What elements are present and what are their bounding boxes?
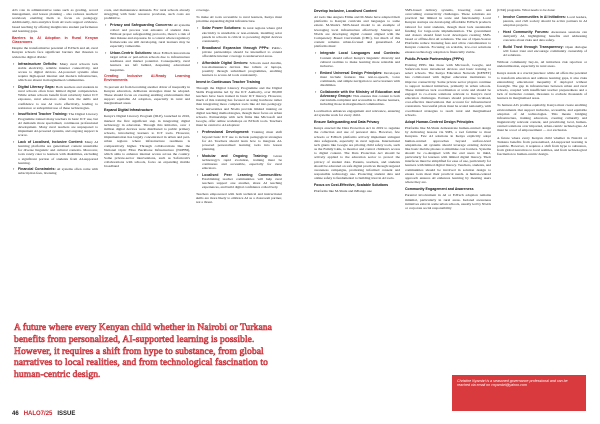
paragraph: Platforms like M-Shule demonstrate human-centred design by delivering lessons via SMS, a tool familiar to most Kenyans. Few AI solutions in Kenya explicitly adopt human-centred approaches beyond surface-level adaptations. AI systems should leverage existing devices like basic mobile phones to minimise cost barriers. Systems should be co-designed with the end users in mind, particularly for learners with limited digital literacy. Their interfaces must be simplified for ease of use, particularly for learners with limited digital literacy. Teachers, students, and communities should be involved in solution design to ensure tools meet their practical needs. A human-centred approach ensures AI enhances learning by meeting users where they are.	[405, 126, 491, 185]
list-item: • Affordable Digital Devices: Schools need durable, low-maintenance devices like tablets or laptops, possibly through subsidised programmes, enabling learners to access AI tools consistently.	[196, 61, 282, 78]
list-item: • Financial Constraints: AI systems often come with subscription fees, licensing	[12, 167, 98, 175]
paragraph: To make AI tools accessible to rural learners, Kenya must prioritise expanding digital infrastructure.	[196, 15, 282, 24]
column-4	[314, 8, 400, 408]
subheading: Invest in Continuous Teacher Training	[196, 79, 261, 84]
column-5	[405, 8, 491, 408]
author-box: Christine Nyambri is a seasoned governance professional and can be reached via email on cnyambri@yahoo.com	[452, 375, 586, 411]
paragraph: AI tools like Angaza Elimu and M-Shule have adapted their platforms to Kenyan curricula and languages to some extent. M-Shule's SMS-based model is an example of leveraging local infrastructure effectively. Startups and NGOs are developing digital content aligned with the Competency Based Curriculum (CBC), but much of this content remains urban-focused and generalised. AI platforms must:	[314, 15, 400, 49]
subheading: Develop Inclusive, Localised Content	[314, 9, 377, 13]
training-list	[196, 130, 282, 189]
paragraph: To prevent AI from becoming another driver of inequality in Kenyan education, deliberate strategies must be adopted. These should focus on creating enabling environments that support equitable AI adoption, especially in rural and marginalised areas.	[104, 84, 190, 106]
list-item: • Embed Universal Design Principles: Developers must include features like text-to-speech, voice commands, and simple navigation to serve learners with disabilities.	[314, 71, 400, 88]
page-number: 46	[12, 411, 19, 417]
list-item: • Insufficient Teacher Training: The Digital Literacy Programme trained many teachers in basic ICT use, but AI demands more specialised, continuous professional development. Many rural teachers are unprepared to implement AI-powered systems, and ongoing support is scarce.	[12, 112, 98, 137]
paragraph: costs, and maintenance demands. For rural schools already struggling with basic resource provision, such costs are prohibitive.	[104, 8, 190, 21]
paragraph: AI's role in administrative tasks such as grading, record management, and lesson planning - also reduces teachers' workload, enabling them to focus on pedagogy. Additionally, data analytics from AI tools support evidence-based teaching by offering insights into student performance and learning gaps.	[12, 8, 98, 33]
paragraph: Existing PPPs like those with Microsoft, Google, and Safaricom have introduced devices and basic training to select schools. The Kenya Education Network (KENET) has collaborated with higher education institutions to improve connectivity. Some private sector players continue to support isolated initiatives, primarily in urban schools. These initiatives lack coordination at scale and should be engaged to co-create solutions relevant to Kenya's rural education challenges. Partners should prioritise localised, cost-effective interventions that account for infrastructural constraints. Successful pilots must be scaled nationally, with coordinated strategies to reach rural and marginalised schools.	[405, 62, 491, 117]
subheading: Focus on Cost-Effective, Scalable Solutions	[314, 183, 389, 188]
column-3	[196, 8, 282, 318]
list-item: • Urban-Centric Solutions: Most EdTech innovations target urban or peri-urban schools due to infrastructure readiness and market potential. Consequently, rural learners are left behind, deepening educational inequities.	[104, 51, 190, 72]
paragraph: Localisation enhances engagement and relevance, ensuring AI systems work for every child.	[314, 108, 400, 117]
paragraph: Through the Digital Literacy Programme and the Digital Skills Programme led by the ICT Authority, over 80,000 teachers have been trained in basic ICT literacy. However, much of this training has focused on using hardware rather than integrating more complex tools like AI into pedagogy. Some universities and NGOs provide limited training on digital teaching methodologies, though most focus on urban schools. Partnerships with tech firms like Microsoft and Google, offer online workshops on EdTech tools. Teachers must be central to AI adoption:	[196, 85, 282, 128]
list-item: • Broadband Expansion through PPPs: Public-private partnerships should be intensified to extend affordable internet coverage to underserved areas.	[196, 46, 282, 58]
barrier-list-cont	[104, 23, 190, 71]
section-heading: Barriers to AI Adoption in Rural Kenyan Classrooms	[12, 35, 98, 45]
list-item: • Build Trust through Transparency: Open dialogue will foster trust and encourage community ownership of AI solutions.	[497, 45, 587, 57]
subheading: Community Engagement and Awareness	[405, 187, 474, 192]
list-item: • Modular and Ongoing Training: Given technology's rapid evolution, training must be continuous and accessible, especially for rural educators.	[196, 154, 282, 171]
paragraph: (CSR) programs. What needs to be done:	[497, 8, 556, 12]
magazine-name: HALO7/25	[23, 411, 53, 417]
paragraph: Kenya's Digital Literacy Program (DLP), launched in 2016, marked the first significant step in integrating digital technology in education. Through this initiative, over 1 million digital devices were distributed to public primary schools, introducing learners to ICT tools. However, implementation has largely concentrated in urban and peri-urban regions where infrastructure readiness is comparatively higher. Through collaborations like the National Optic Fibre Backbone Infrastructure (NOFBI), which aims to enhance internet access across the country. Some private-sector interventions, such as Safaricom's collaborations with schools, focus on expanding mobile broadband	[104, 114, 190, 169]
paragraph: To harness AI's promise equitably, Kenya must create enabling environments that support inclusive, accessible, and equitable adoption of AI technologies. This means bridging infrastructure, training educators, creating culturally and linguistically relevant content, and prioritising local, human-centred solutions over imported, urban-centric technologies. AI must be a tool of empowerment — not exclusion.	[497, 103, 587, 133]
barrier-list	[12, 62, 98, 176]
paragraph: Parental involvement in AI or EdTech adoption remains minimal, particularly in rural areas. Isolated awareness initiatives exist in some urban schools, usually led by NGOs or corporate social responsibility	[405, 193, 491, 210]
subheading: Public-Private Partnerships (PPPs)	[405, 56, 464, 61]
subheading: Ensure Safeguarding and Data Privacy	[314, 120, 380, 125]
column-2	[104, 8, 190, 318]
paragraph: Platforms like M-Shule and iMlango use	[314, 189, 372, 194]
list-item: • Professional Development: Training must shift beyond basic ICT use to include pedagogical strategies for AI. Teachers should learn how to integrate AI-powered personalised learning tools into lesson planning.	[196, 130, 282, 151]
list-item: • Collaborate with the Ministry of Education and Advocacy Groups: This ensures that content is both curriculum-compliant and accessible to diverse learners, including those in marginalised communities.	[314, 90, 400, 107]
pull-quote: A future where every Kenyan child whether in Nairobi or Turkana benefits from personalized, AI-supported learning is possible. However, it requires a shift from hype to substance, from global narratives to local realities, and from technological fascination to human-centric design.	[14, 323, 272, 381]
paragraph: coverage.	[196, 8, 210, 12]
page-footer	[12, 411, 75, 417]
list-item: • Integrate Local Languages and Contexts: Content should reflect Kenya's linguistic diversity and cultural realities to make learning more relatable and inclusive.	[314, 51, 400, 68]
paragraph: Kenya stands at a crucial juncture: while AI offers the potential to transform education and address learning gaps, it also risks entrenching educational inequality if deployed without foresight. The gap in infrastructure between urban and rural schools, coupled with insufficient teacher preparedness and a lack of inclusive content, threatens to exclude thousands of learners in marginalised areas.	[497, 71, 587, 101]
infrastructure-list	[196, 26, 282, 77]
paragraph: Teachers empowered with both technical and instructional skills are more likely to embrace AI as a classroom partner, not a threat.	[196, 191, 282, 205]
paragraph: Despite the transformative potential of EdTech and AI, rural Kenyan schools face significant barriers that threaten to widen the digital divide:	[12, 46, 98, 59]
subheading: Expand Digital Infrastructure	[104, 108, 153, 113]
issue-label: ISSUE	[57, 411, 76, 417]
list-item: • Infrastructure Deficits: Many rural schools lack stable electricity, reliable internet connectivity, and access to digital devices. AI-powered systems often require high-speed internet and modern infrastructure, which are absent in marginalised communities.	[12, 62, 98, 83]
list-item: • Lack of Localised, Inclusive Content: Many AI learning platforms are generalised content unsuitable for diverse linguistic and cultural contexts. Moreover, tools rarely cater to learners with disabilities, excluding a significant portion of students from AI-supported learning.	[12, 140, 98, 165]
section-heading: Creating Inclusive AI-Ready Learning Environments	[104, 74, 190, 83]
column-1	[12, 8, 98, 318]
list-item: • Localised Peer Learning Communities: Establishing teacher communities will help rural teachers support one another, share AI teaching experiences, and build digital confidence collectively.	[196, 173, 282, 190]
community-list	[497, 15, 587, 57]
paragraph: Kenya enacted the Data Protection Act in 2019 to regulate the collection and use of personal data. However, few schools or EdTech platforms actively implement stringent data safeguards, especially in rural regions. International tech giants like Google are piloting child safety tools, such as the Family Link, to monitor and control children's access to digital content. The Data Protection Act should be actively applied to the education sector to protect the privacy of student data. Parents, teachers, and students should be educated on safe digital practices through targeted awareness campaigns, promoting informed consent and responsible technology use. Protecting student data and online safety is fundamental to building trust in AI tools.	[314, 126, 400, 181]
content-list	[314, 51, 400, 106]
subheading: Adopt Human-Centred Design Principles	[405, 119, 474, 124]
list-item: • Privacy and Safeguarding Concerns: AI systems collect and process vast amounts of student data. Without proper safeguarding protocols, there's a risk of data misuse and exposure. In a context where regulatory frameworks are still developing, rural learners may be especially vulnerable.	[104, 23, 190, 48]
paragraph: SMS-based delivery systems, lowering costs and overcoming connectivity challenges. These solutions are practical but limited in scale and functionality. Local Kenyan startups are developing affordable EdTech products tailored for rural students, though most lack sustainable funding for large-scale implementation. The government and donors should fund local developers creating SMS-based or offline-first AI solutions. The use of Open-Source Platforms reduce licensing fees and allow customisation to Kenyan contexts. Focusing on scalable, low-cost solutions ensures technology adoption is financially viable.	[405, 8, 491, 54]
list-item: • Digital Literacy Gaps: Both teachers and students in rural schools often have limited digital competencies. While urban schools benefit from relatively better ICT exposure, rural educators often lack the skills and confidence to use AI tools effectively, leading to resistance or suboptimal use of these technologies.	[12, 85, 98, 110]
list-item: • Solar Power Solutions: In rural regions where grid electricity is unreliable or non-existent, installing solar panels in schools is critical to powering digital devices consistently.	[196, 26, 282, 43]
paragraph: A future where every Kenyan child whether in Nairobi or Turkana benefits from personalised, AI-supported learning is possible. However, it requires a shift from hype to substance, from global narratives to local realities, and from technological fascination to human-centric design.	[497, 135, 587, 157]
list-item: • Host Community Forums: Awareness sessions can demystify AI, highlighting benefits and addressing concerns about risks and data safety.	[497, 30, 587, 42]
list-item: • Involve Communities in AI Initiatives: Local leaders, parents, and civil society should be active partners in AI adoption projects.	[497, 15, 587, 27]
column-6	[497, 8, 587, 370]
paragraph: Without community buy-in, AI initiatives risk rejection or underutilisation, especially in rural areas.	[497, 60, 587, 69]
